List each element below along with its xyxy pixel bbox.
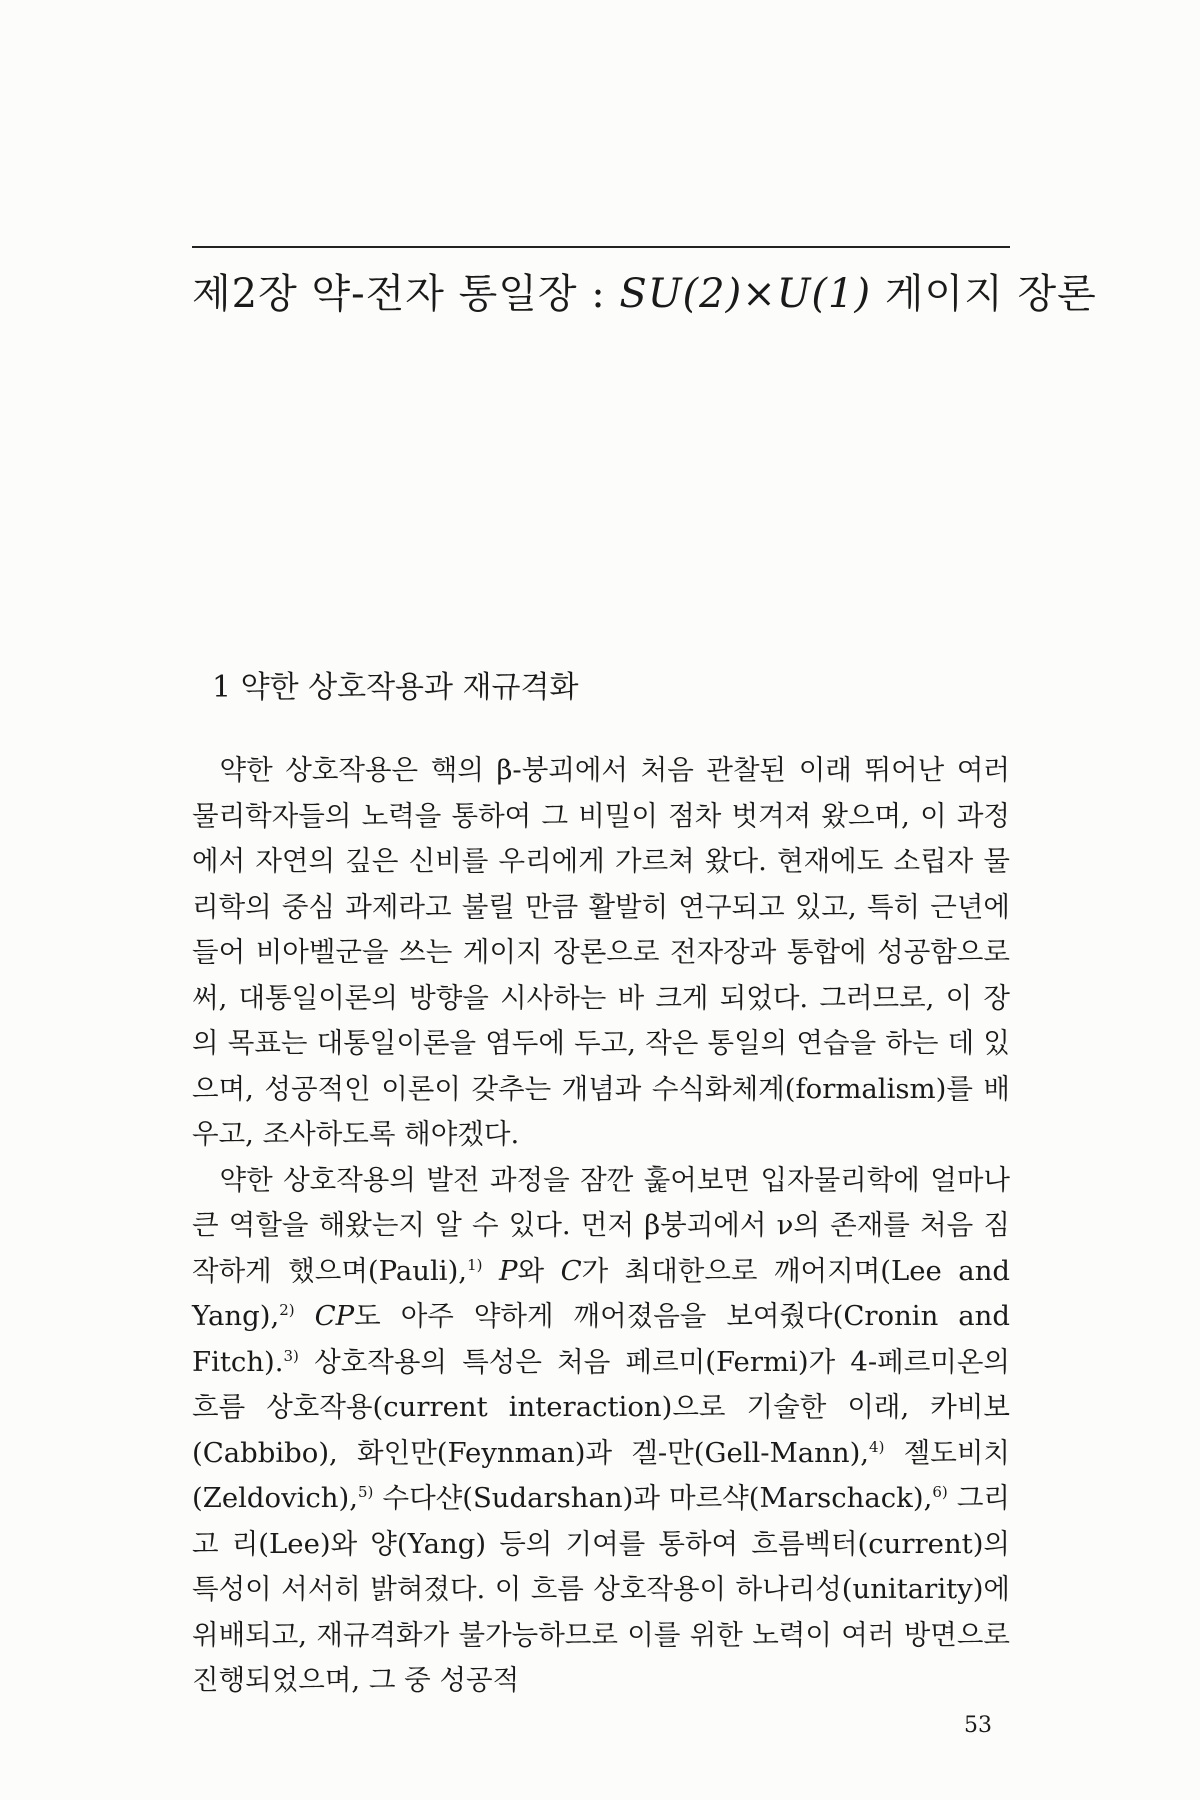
footnote-ref: 3) (283, 1346, 299, 1365)
paragraph-2 (192, 1158, 1010, 1704)
section-heading: 1 약한 상호작용과 재규격화 (212, 670, 579, 705)
paragraph-2-text: 약한 상호작용의 발전 과정을 잠깐 훑어보면 입자물리학에 얼마나 큰 역할을 해왔는지 알 수 있다. 먼저 β붕괴에서 ν의 존재를 처음 짐작하게 했으며(Pauli), (192, 1163, 1010, 1287)
math-symbol: C (560, 1254, 582, 1287)
footnote-ref: 6) (932, 1482, 948, 1501)
paragraph-2-text (295, 1300, 315, 1332)
chapter-title-math: SU(2)×U(1) (619, 271, 872, 317)
paragraph-2-text: 그리고 리(Lee)와 양(Yang) 등의 기여를 통하여 흐름벡터(current)의 특성이 서서히 밝혀졌다. 이 흐름 상호작용이 하나리성(unitarity)에 위배되고, 재규격화가 불가능하므로 이를 위한 노력이 여러 방면으로 진행되었으며, 그 중 성공적 (192, 1482, 1010, 1696)
paragraph-2-text: 와 (517, 1254, 561, 1287)
page-number: 53 (964, 1713, 992, 1738)
paragraph-2-text (482, 1255, 499, 1287)
chapter-title-suffix: 게이지 장론 (871, 271, 1097, 317)
footnote-ref: 4) (869, 1437, 885, 1456)
footnote-ref: 5) (357, 1482, 374, 1501)
paragraph-1: 약한 상호작용은 핵의 β-붕괴에서 처음 관찰된 이래 뛰어난 여러 물리학자들의 노력을 통하여 그 비밀이 점차 벗겨져 왔으며, 이 과정에서 자연의 깊은 신비를 우리에게 가르쳐 왔다. 현재에도 소립자 물리학의 중심 과제라고 불릴 만큼 활발히 연구되고 있고, 특히 근년에 들어 비아벨군을 쓰는 게이지 장론으로 전자장과 통합에 성공함으로써, 대통일이론의 방향을 시사하는 바 크게 되었다. 그러므로, 이 장의 목표는 대통일이론을 염두에 두고, 작은 통일의 연습을 하는 데 있으며, 성공적인 이론이 갖추는 개념과 수식화체계(formalism)를 배우고, 조사하도록 해야겠다. (192, 754, 1010, 1150)
body-text (192, 748, 1010, 1704)
chapter-title (192, 266, 1097, 322)
chapter-rule (192, 246, 1010, 248)
paragraph-2-text: 상호작용의 특성은 처음 페르미(Fermi)가 4-페르미온의 흐름 상호작용(current interaction)으로 기술한 이래, 카비보(Cabbibo), 화인만(Feynman)과 겔-만(Gell-Mann), (192, 1345, 1010, 1469)
paragraph-2-text: 가 최대한으로 깨어지며(Lee and Yang), (192, 1254, 1011, 1332)
footnote-ref: 2) (279, 1300, 295, 1319)
paragraph-2-text: 수다샨(Sudarshan)과 마르샥(Marschack), (373, 1482, 933, 1514)
footnote-ref: 1) (467, 1255, 483, 1274)
math-symbol: CP (314, 1300, 355, 1332)
chapter-title-prefix: 제2장 약-전자 통일장 : (192, 271, 620, 317)
paragraph-2-text: 젤도비치(Zeldovich), (192, 1436, 1010, 1514)
paragraph-2-text: 도 아주 약하게 깨어졌음을 보여줬다(Cronin and Fitch). (192, 1300, 1010, 1378)
math-symbol: P (498, 1254, 518, 1287)
